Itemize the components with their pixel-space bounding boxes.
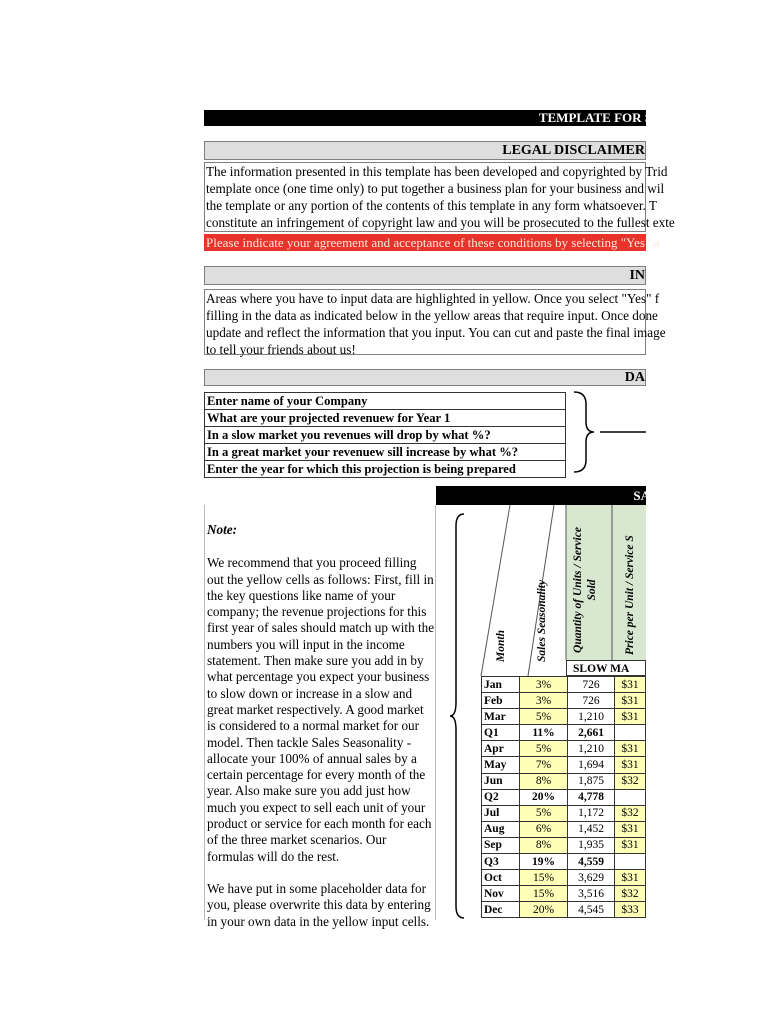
quantity-cell: 4,559 (568, 854, 615, 870)
agreement-prompt[interactable]: Please indicate your agreement and acceptance of these conditions by selecting "Yes" a (206, 235, 660, 250)
quantity-cell: 1,172 (568, 805, 615, 821)
price-cell[interactable]: $31 (615, 821, 646, 837)
seasonality-cell[interactable]: 8% (520, 773, 568, 789)
month-cell: Mar (482, 709, 520, 725)
month-cell: Q2 (482, 789, 520, 805)
quantity-cell: 4,778 (568, 789, 615, 805)
quantity-cell: 2,661 (568, 725, 615, 741)
instructions-line: Areas where you have to input data are highlighted in yellow. Once you select "Yes" f (206, 291, 660, 306)
quantity-cell: 1,694 (568, 757, 615, 773)
table-row (482, 837, 646, 853)
table-row (482, 789, 646, 805)
month-cell: Jul (482, 805, 520, 821)
price-cell[interactable]: $33 (615, 902, 646, 918)
table-brace (448, 512, 468, 920)
price-cell (615, 854, 646, 870)
quantity-cell: 1,935 (568, 837, 615, 853)
legal-disclaimer-heading (204, 141, 646, 160)
seasonality-cell[interactable]: 5% (520, 741, 568, 757)
instructions-heading-text: IN (629, 267, 645, 283)
quantity-cell: 1,452 (568, 821, 615, 837)
legal-line: template once (one time only) to put together a business plan for your business and wil (206, 181, 665, 196)
seasonality-cell: 11% (520, 725, 568, 741)
month-cell: Dec (482, 902, 520, 918)
question-projection-year: Enter the year for which this projection is being prepared (204, 460, 566, 478)
question-great-market-increase: In a great market your revenuew sill increase by what %? (204, 443, 566, 460)
legal-line: constitute an infringement of copyright law and you will be prosecuted to the fullest exte (206, 215, 675, 230)
price-cell (615, 725, 646, 741)
table-row (482, 773, 646, 789)
question-slow-market-drop: In a slow market you revenues will drop by what %? (204, 426, 566, 443)
price-cell[interactable]: $31 (615, 677, 646, 693)
seasonality-cell[interactable]: 15% (520, 886, 568, 902)
legal-line: The information presented in this template has been developed and copyrighted by Trid (206, 164, 668, 179)
price-cell[interactable]: $32 (615, 886, 646, 902)
table-row (482, 741, 646, 757)
price-cell (615, 789, 646, 805)
price-cell[interactable]: $31 (615, 870, 646, 886)
table-row (482, 677, 646, 693)
table-row (482, 725, 646, 741)
seasonality-cell[interactable]: 20% (520, 902, 568, 918)
question-company-name: Enter name of your Company (204, 392, 566, 409)
instructions-line: filling in the data as indicated below in the yellow areas that require input. Once done (206, 308, 658, 323)
data-heading-text: DA (624, 369, 645, 385)
quantity-cell: 726 (568, 693, 615, 709)
quantity-header-text: Quantity of Units / Service Sold (572, 527, 598, 653)
note-paragraph: We have put in some placeholder data for you, please overwrite this data by entering in your own data in the yellow input cells. (207, 880, 431, 929)
month-cell: Feb (482, 693, 520, 709)
month-cell: Oct (482, 870, 520, 886)
price-cell[interactable]: $31 (615, 741, 646, 757)
seasonality-cell[interactable]: 3% (520, 693, 568, 709)
table-row (482, 693, 646, 709)
price-column-header: Price per Unit / Service S (624, 535, 636, 655)
question-projected-revenue: What are your projected revenuew for Year 1 (204, 409, 566, 426)
price-cell[interactable]: $32 (615, 773, 646, 789)
month-cell: Jan (482, 677, 520, 693)
quantity-cell: 726 (568, 677, 615, 693)
month-cell: Aug (482, 821, 520, 837)
sales-table (481, 676, 646, 918)
seasonality-cell: 19% (520, 854, 568, 870)
quantity-cell: 1,210 (568, 741, 615, 757)
template-title: TEMPLATE FOR S (538, 110, 652, 125)
quantity-cell: 1,875 (568, 773, 615, 789)
slow-market-heading: SLOW MA (566, 660, 646, 676)
table-row (482, 757, 646, 773)
note-panel (204, 505, 436, 929)
legal-line: the template or any portion of the contents of this template in any form whatsoever. T (206, 198, 657, 213)
table-row (482, 886, 646, 902)
seasonality-cell[interactable]: 15% (520, 870, 568, 886)
seasonality-cell[interactable]: 8% (520, 837, 568, 853)
month-cell: Jun (482, 773, 520, 789)
quantity-column-header (571, 525, 599, 655)
data-heading (204, 369, 646, 386)
table-row (482, 709, 646, 725)
quantity-cell: 4,545 (568, 902, 615, 918)
note-title: Note: (207, 522, 238, 537)
table-row (482, 805, 646, 821)
month-cell: Sep (482, 837, 520, 853)
month-column-header: Month (495, 630, 507, 662)
seasonality-column-header: Sales Seasonality (536, 579, 548, 662)
seasonality-cell[interactable]: 7% (520, 757, 568, 773)
seasonality-cell[interactable]: 5% (520, 709, 568, 725)
quantity-cell: 3,516 (568, 886, 615, 902)
month-cell: May (482, 757, 520, 773)
price-cell[interactable]: $31 (615, 757, 646, 773)
questions-brace (566, 390, 646, 474)
quantity-cell: 3,629 (568, 870, 615, 886)
legal-disclaimer-text (204, 162, 675, 232)
sales-heading-bar (436, 486, 650, 505)
month-cell: Q1 (482, 725, 520, 741)
table-row (482, 854, 646, 870)
quantity-cell: 1,210 (568, 709, 615, 725)
instructions-heading (204, 266, 646, 285)
month-cell: Apr (482, 741, 520, 757)
table-row (482, 821, 646, 837)
month-cell: Q3 (482, 854, 520, 870)
seasonality-cell[interactable]: 3% (520, 677, 568, 693)
seasonality-cell[interactable]: 6% (520, 821, 568, 837)
price-cell[interactable]: $31 (615, 837, 646, 853)
price-cell[interactable]: $31 (615, 693, 646, 709)
green-header-clip (566, 505, 646, 660)
month-cell: Nov (482, 886, 520, 902)
seasonality-cell: 20% (520, 789, 568, 805)
instructions-line: to tell your friends about us! (206, 342, 356, 357)
key-questions-table (204, 392, 566, 478)
sales-heading: SA (633, 488, 650, 503)
price-cell[interactable]: $31 (615, 709, 646, 725)
legal-disclaimer-heading-text: LEGAL DISCLAIMER (502, 142, 645, 158)
table-row (482, 870, 646, 886)
price-cell[interactable]: $32 (615, 805, 646, 821)
instructions-text (204, 289, 666, 357)
template-title-bar (204, 110, 652, 126)
table-row (482, 902, 646, 918)
note-paragraph: We recommend that you proceed filling out the yellow cells as follows: First, fill in the key questions like name of your company; the revenue projections for this first year of sales should match up with the numbers you will input in the income statement. Then make sure you add in by what percentage you expect your business to slow down or increase in a slow and great market respectively. A good market is considered to a normal market for our model. Then tackle Sales Seasonality - allocate your 100% of annual sales by a certain percentage for every month of the year. Also make sure you add just how much you expect to sell each unit of your product or service for each month for each of the three market scenarios. Our formulas will do the rest. (207, 555, 435, 864)
seasonality-cell[interactable]: 5% (520, 805, 568, 821)
instructions-line: update and reflect the information that you input. You can cut and paste the final image (206, 325, 666, 340)
